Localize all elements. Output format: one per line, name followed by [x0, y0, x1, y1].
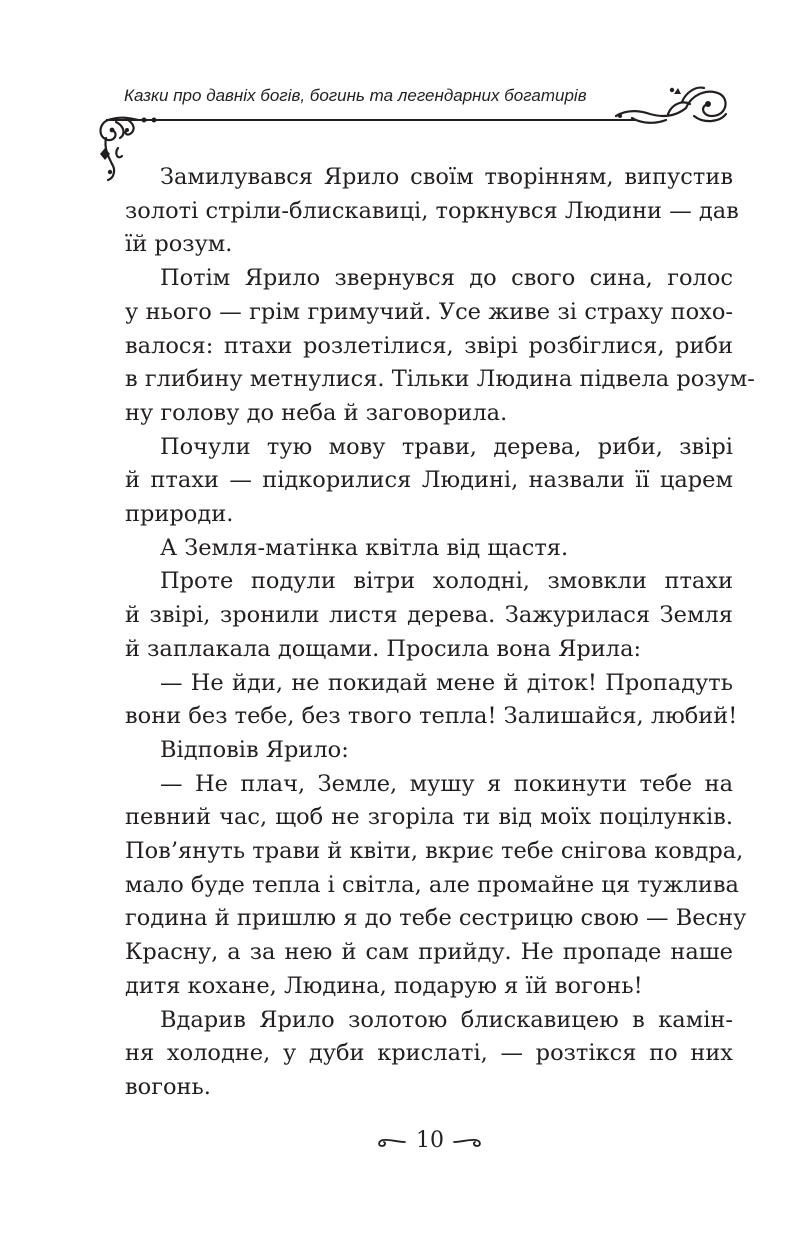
header-title: Казки про давніх богів, богинь та легендарних богатирів	[124, 86, 587, 105]
text-line: Потім Ярило звернувся до свого сина, голос	[160, 265, 733, 292]
text-line: Замилувався Ярило своїм творінням, випустив	[160, 164, 733, 190]
text-line: у нього — грім гримучий. Усе живе зі страху похо-	[125, 298, 733, 325]
text-line: Пов’януть трави й квіти, вкриє тебе снігова ковдра,	[125, 838, 744, 865]
page-number: 10	[416, 1128, 444, 1153]
body-text	[125, 161, 755, 1105]
text-line: золоті стріли-блискавиці, торкнувся Людини — дав	[125, 197, 739, 224]
text-line: дитя кохане, Людина, подарую я їй вогонь!	[125, 972, 643, 999]
text-line: Красну, а за нею й сам прийду. Не пропаде наше	[125, 939, 733, 966]
text-line: й птахи — підкорилися Людині, назвали її царем	[125, 467, 733, 494]
text-line: вогонь.	[125, 1073, 211, 1100]
text-line: А Земля-матінка квітла від щастя.	[160, 534, 569, 561]
text-line: й заплакала дощами. Просила вона Ярила:	[125, 635, 642, 662]
text-line: — Не плач, Земле, мушу я покинути тебе на	[160, 770, 733, 797]
header-flourish-icon	[612, 80, 732, 130]
text-line: природи.	[125, 501, 234, 528]
swirl-right-icon	[452, 1135, 482, 1149]
text-line: ну голову до неба й заговорила.	[125, 399, 508, 426]
text-line: ня холодне, у дуби крислаті, — розтікся по них	[125, 1040, 733, 1067]
text-line: Вдарив Ярило золотою блискавицею в камін-	[160, 1006, 733, 1033]
text-line: певний час, щоб не згоріла ти від моїх поцілунків.	[125, 804, 733, 831]
text-line: валося: птахи розлетілися, звірі розбіглися, риби	[125, 332, 733, 359]
text-line: година й пришлю я до тебе сестрицю свою — Весну	[125, 905, 747, 932]
swirl-left-icon	[377, 1135, 407, 1149]
text-line: Проте подули вітри холодні, змовкли птахи	[160, 568, 733, 595]
text-line: Відповів Ярило:	[160, 736, 349, 763]
text-line: їй розум.	[125, 231, 233, 258]
text-line: вони без тебе, без твого тепла! Залишайся, любий!	[125, 703, 738, 730]
text-line: й звірі, зронили листя дерева. Зажурилася Земля	[125, 602, 733, 629]
text-line: мало буде тепла і світла, але промайне ця тужлива	[125, 871, 739, 898]
header-rule	[106, 119, 636, 121]
text-line: — Не йди, не покидай мене й діток! Пропадуть	[160, 669, 733, 696]
text-line: в глибину метнулися. Тільки Людина підвела розум-	[125, 366, 755, 393]
text-line: Почули тую мову трави, дерева, риби, звірі	[160, 433, 733, 460]
